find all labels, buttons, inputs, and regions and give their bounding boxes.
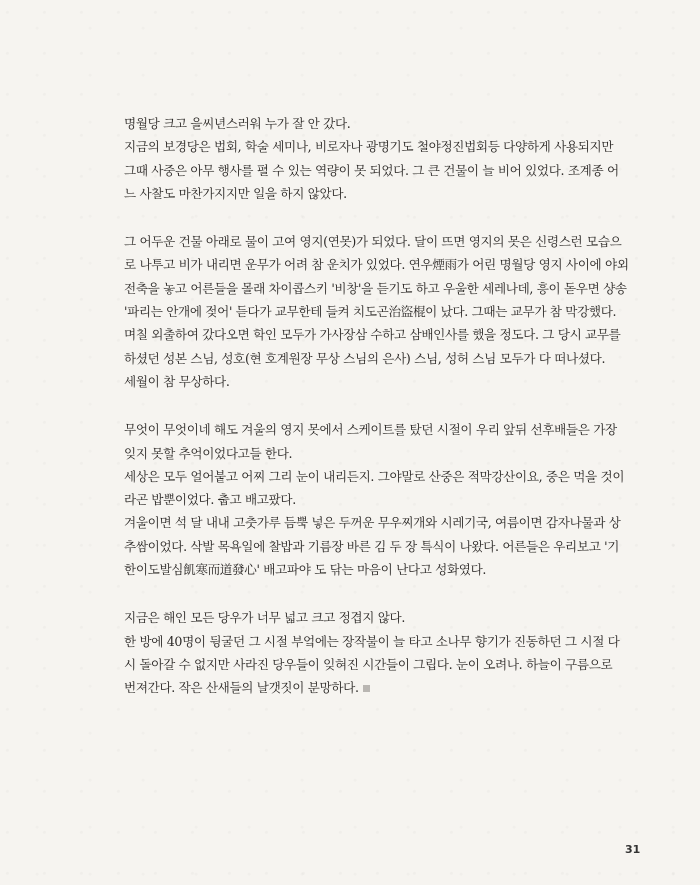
text-line: 그때 사중은 아무 행사를 펼 수 있는 역량이 못 되었다. 그 큰 건물이 늘 비어 있었다. 조계종 어 — [124, 162, 619, 178]
text-line: 잊지 못할 추억이었다고들 한다. — [124, 445, 293, 461]
paragraph-1 — [124, 112, 644, 205]
end-square-icon — [363, 685, 370, 692]
text-line: 느 사찰도 마찬가지지만 일을 하지 않았다. — [124, 185, 347, 201]
text-line: 시 돌아갈 수 없지만 사라진 당우들이 잊혀진 시간들이 그립다. 눈이 오려나. 하늘이 구름으로 — [124, 656, 613, 672]
text-line: 겨울이면 석 달 내내 고춧가루 듬뿍 넣은 두꺼운 무우찌개와 시레기국, 여름이면 감자나물과 상 — [124, 515, 621, 531]
page-number: 31 — [625, 843, 641, 856]
text-line: 추쌈이었다. 삭발 목욕일에 찰밥과 기름장 바른 김 두 장 특식이 나왔다. 어른들은 우리보고 '기 — [124, 538, 620, 554]
text-line: 세상은 모두 얼어붙고 어찌 그리 눈이 내리든지. 그야말로 산중은 적막강산이요, 중은 먹을 것이 — [124, 468, 625, 484]
text-line: 한이도발심飢寒而道發心' 배고파야 도 닦는 마음이 난다고 성화였다. — [124, 562, 487, 578]
text-line: 지금은 해인 모든 당우가 너무 넓고 크고 정겹지 않다. — [124, 610, 406, 626]
text-line: 로 나투고 비가 내리면 운무가 어려 참 운치가 있었다. 연우煙雨가 어린 명월당 영지 사이에 야외 — [124, 257, 629, 273]
text-line: '파리는 안개에 젖어' 듣다가 교무한테 들켜 치도곤治盜棍이 났다. 그때는 교무가 참 막강했다. — [124, 304, 617, 320]
text-line: 전축을 놓고 어른들을 몰래 차이콥스키 '비창'을 듣기도 하고 우울한 세레나데, 흥이 돋우면 샹송 — [124, 280, 627, 296]
essay-body — [124, 112, 644, 725]
last-text-line — [124, 676, 644, 699]
text-line: 명월당 크고 을씨년스러워 누가 잘 안 갔다. — [124, 116, 351, 131]
text-line: 세월이 참 무상하다. — [124, 373, 230, 389]
text-line: 한 방에 40명이 뒹굴던 그 시절 부엌에는 장작불이 늘 타고 소나무 향기가 진동하던 그 시절 다 — [124, 633, 620, 649]
text-line: 무엇이 무엇이네 해도 겨울의 영지 못에서 스케이트를 탔던 시절이 우리 앞뒤 선후배들은 가장 — [124, 422, 617, 438]
text-line-content: 번져간다. 작은 산새들의 날갯짓이 분망하다. — [124, 680, 359, 696]
paragraph-3 — [124, 418, 644, 581]
text-line: 하셨던 성본 스님, 성호(현 호계원장 무상 스님의 은사) 스님, 성허 스님 모두가 다 떠나셨다. — [124, 350, 606, 366]
text-line: 그 어두운 건물 아래로 물이 고여 영지(연못)가 되었다. 달이 뜨면 영지의 못은 신령스런 모습으 — [124, 234, 622, 250]
text-line: 며칠 외출하여 갔다오면 학인 모두가 가사장삼 수하고 삼배인사를 했을 정도다. 그 당시 교무를 — [124, 327, 621, 343]
paragraph-4 — [124, 606, 644, 699]
text-line: 지금의 보경당은 법회, 학술 세미나, 비로자나 광명기도 철야정진법회등 다양하게 사용되지만 — [124, 139, 614, 155]
paragraph-2 — [124, 230, 644, 393]
text-line: 라곤 밥뿐이었다. 춥고 배고팠다. — [124, 492, 296, 508]
